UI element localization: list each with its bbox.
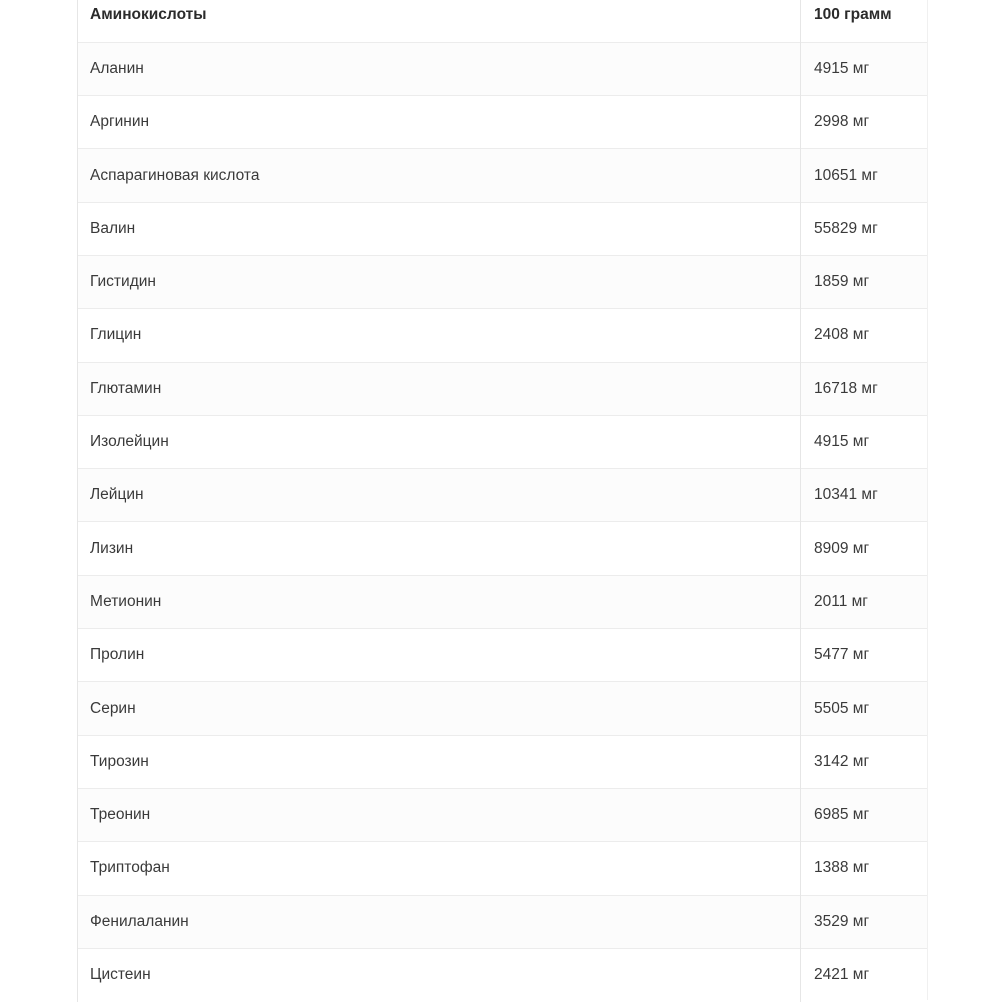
amino-acid-name: Метионин bbox=[78, 575, 801, 628]
table-header-row bbox=[78, 0, 928, 42]
amount-per-100g: 5477 мг bbox=[801, 629, 928, 682]
amount-per-100g: 10341 мг bbox=[801, 469, 928, 522]
table-row bbox=[78, 309, 928, 362]
table-row bbox=[78, 788, 928, 841]
table-row bbox=[78, 415, 928, 468]
amino-acid-name: Цистеин bbox=[78, 948, 801, 1001]
table-row bbox=[78, 202, 928, 255]
amino-acid-name: Аспарагиновая кислота bbox=[78, 149, 801, 202]
amino-acid-name: Триптофан bbox=[78, 842, 801, 895]
table-row bbox=[78, 96, 928, 149]
amount-per-100g: 5505 мг bbox=[801, 682, 928, 735]
table-row bbox=[78, 735, 928, 788]
amino-acid-name: Глютамин bbox=[78, 362, 801, 415]
amino-acid-name: Гистидин bbox=[78, 255, 801, 308]
amino-acid-name: Аргинин bbox=[78, 96, 801, 149]
amount-per-100g: 2408 мг bbox=[801, 309, 928, 362]
amino-acid-name: Глицин bbox=[78, 309, 801, 362]
table-row bbox=[78, 522, 928, 575]
amount-per-100g: 8909 мг bbox=[801, 522, 928, 575]
amount-per-100g: 3142 мг bbox=[801, 735, 928, 788]
table-row bbox=[78, 895, 928, 948]
amino-acid-name: Лейцин bbox=[78, 469, 801, 522]
table-row bbox=[78, 469, 928, 522]
amino-acid-table bbox=[77, 0, 928, 1002]
amino-acid-name: Фенилаланин bbox=[78, 895, 801, 948]
amount-per-100g: 55829 мг bbox=[801, 202, 928, 255]
amount-per-100g: 16718 мг bbox=[801, 362, 928, 415]
amino-acid-name: Серин bbox=[78, 682, 801, 735]
amino-acid-table-container bbox=[77, 0, 927, 1002]
table-row bbox=[78, 842, 928, 895]
table-row bbox=[78, 255, 928, 308]
amino-acid-name: Валин bbox=[78, 202, 801, 255]
amount-per-100g: 4915 мг bbox=[801, 42, 928, 95]
amino-acid-name: Лизин bbox=[78, 522, 801, 575]
amino-acid-name: Треонин bbox=[78, 788, 801, 841]
right-edge-divider bbox=[927, 0, 928, 1000]
table-row bbox=[78, 362, 928, 415]
amino-acid-name: Изолейцин bbox=[78, 415, 801, 468]
table-row bbox=[78, 42, 928, 95]
table-row bbox=[78, 575, 928, 628]
amino-acid-name: Тирозин bbox=[78, 735, 801, 788]
amount-per-100g: 10651 мг bbox=[801, 149, 928, 202]
amount-per-100g: 1388 мг bbox=[801, 842, 928, 895]
amount-per-100g: 2011 мг bbox=[801, 575, 928, 628]
amount-per-100g: 1859 мг bbox=[801, 255, 928, 308]
table-row bbox=[78, 948, 928, 1001]
header-per-100g: 100 грамм bbox=[814, 6, 892, 24]
amount-per-100g: 3529 мг bbox=[801, 895, 928, 948]
amount-per-100g: 2998 мг bbox=[801, 96, 928, 149]
table-row bbox=[78, 149, 928, 202]
amount-per-100g: 4915 мг bbox=[801, 415, 928, 468]
amino-acid-name: Пролин bbox=[78, 629, 801, 682]
amino-acid-name: Аланин bbox=[78, 42, 801, 95]
header-amino-acids: Аминокислоты bbox=[78, 0, 801, 42]
amount-per-100g: 6985 мг bbox=[801, 788, 928, 841]
amount-per-100g: 2421 мг bbox=[801, 948, 928, 1001]
table-row bbox=[78, 629, 928, 682]
table-row bbox=[78, 682, 928, 735]
